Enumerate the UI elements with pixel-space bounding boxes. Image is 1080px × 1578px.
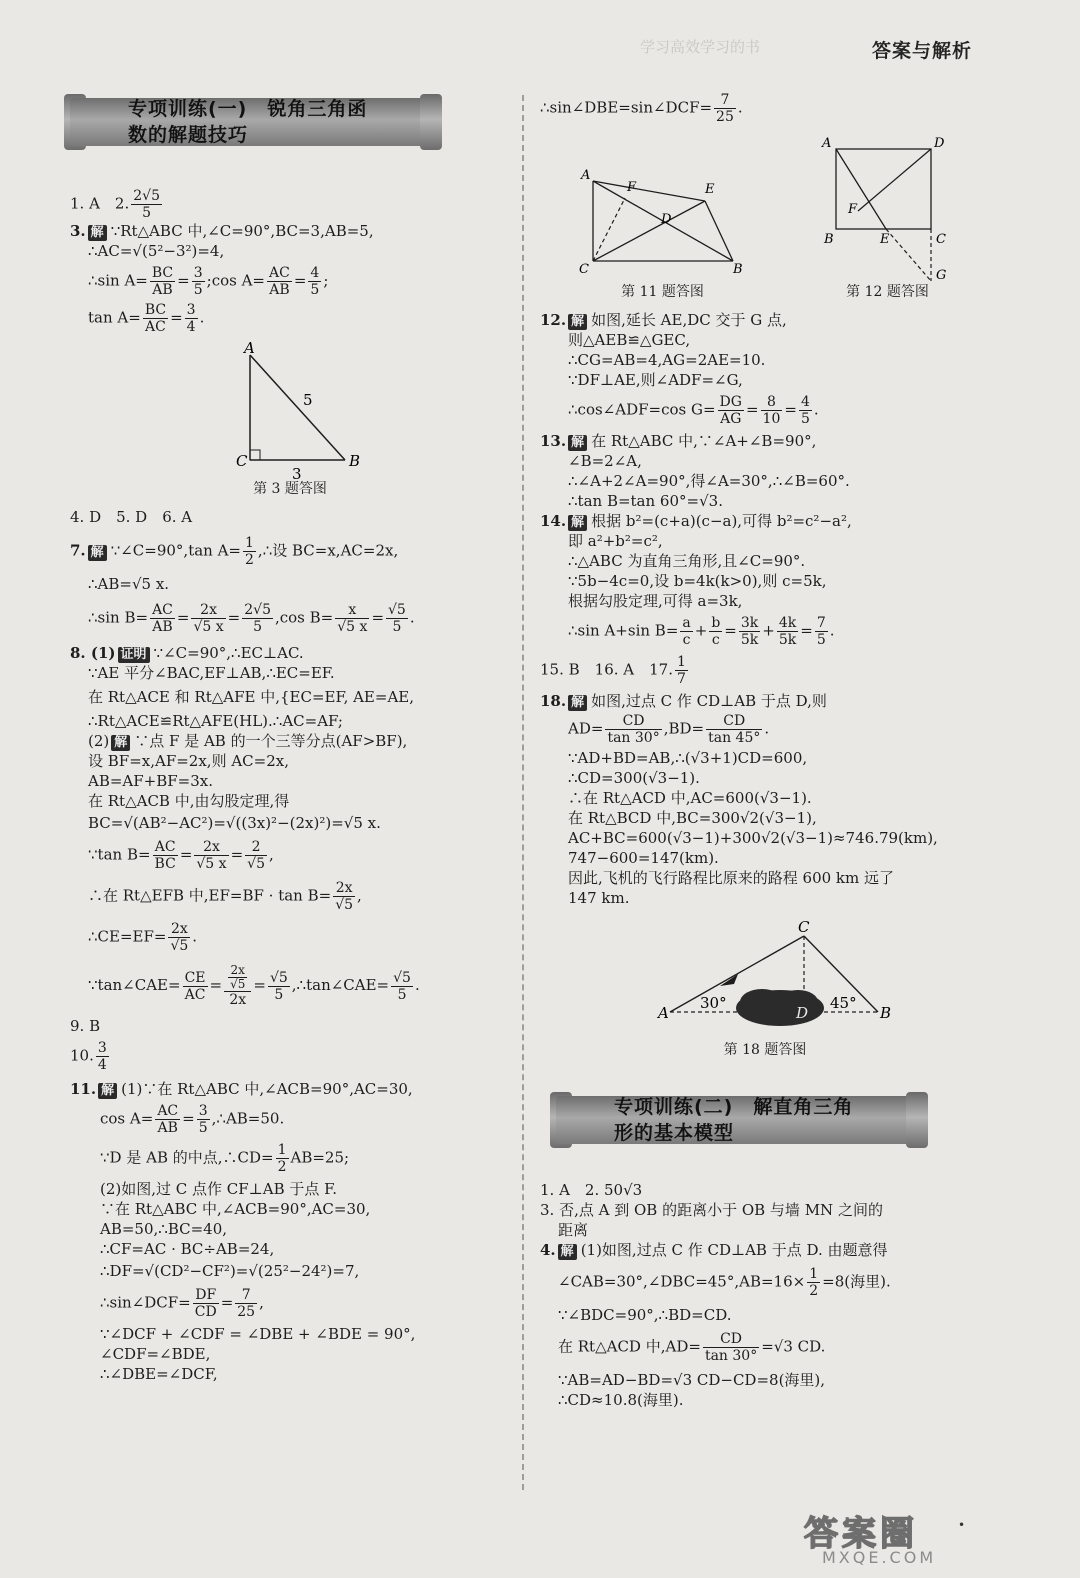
section-banner-1: [70, 92, 510, 150]
answer-12: 12. 解 如图,延长 AE,DC 交于 G 点,: [540, 311, 787, 329]
answer-7: 7. 解 ∵∠C=90°,tan A= $\frac{1}{2}$ ,∴设 BC=x,AC=2x,: [70, 535, 399, 568]
svg-text:45°: 45°: [830, 994, 857, 1012]
svg-text:F: F: [626, 180, 636, 195]
answer-13: 13. 解 在 Rt△ABC 中,∵∠A+∠B=90°,: [540, 432, 817, 450]
svg-text:E: E: [704, 182, 714, 197]
page-header: [0, 0, 1080, 70]
section-2-title-line2: 形的基本模型: [614, 1122, 735, 1144]
figure-11-diagram: [573, 131, 753, 281]
answer-9: 9. B: [70, 1017, 101, 1035]
section-2-title-line1: 专项训练(二) 解直角三角: [614, 1096, 854, 1118]
watermark-logo-text: 答案圈: [804, 1514, 918, 1554]
s2-answer-3: 3. 否,点 A 到 OB 的距离小于 OB 与墙 MN 之间的: [540, 1201, 883, 1219]
fig3-label-5: 5: [303, 391, 313, 409]
page-mark: •: [958, 1518, 966, 1532]
svg-text:A: A: [658, 1004, 669, 1022]
watermark: [804, 1506, 984, 1566]
svg-text:D: D: [933, 136, 944, 151]
right-column: ∴sin∠DBE=sin∠DCF= $\frac{7}{25}$ . A F D E C B 第 11 题答图 A D F B E C G 第 12 题答图 12. 解 如图,延长 AE,DC 交于 G 点, 则△AEB≌△GEC, ∴CG=AB=4,AG=2AE=10. ∵DF⊥AE,则∠ADF=∠G, ∴cos∠ADF=cos G= $\frac{DG}{AG}$ = $\frac{8}{10}$ = $\frac{4}{5}$ . 13. 解 在 Rt△ABC 中,∵∠A+∠B=90°, ∠B=2∠A, ∴∠A+2∠A=90°,得∠A=30°,∴∠B=60°. ∴tan B=tan 60°=√3. 14. 解 根据 b²=(c+a)(c−a),可得 b²=c²−a², 即 a²+b²=c², ∴△ABC 为直角三角形,且∠C=90°. ∵5b−4c=0,设 b=4k(k>0),则 c=5k, 根据勾股定理,可得 a=3k, ∴sin A+sin B= $\frac{a}{c}$ + $\frac{b}{c}$ = $\frac{3k}{5k}$ + $\frac{4k}{5k}$ = $\frac{7}{5}$ . 15. B 16. A 17. $\frac{1}{7}$ 18. 解 如图,过点 C 作 CD⊥AB 于点 D,则 AD= $\frac{CD}{\tan 30^\circ}$ ,BD= $\frac{CD}{\tan 45^\circ}$ . ∵AD+BD=AB,∴(√3+1)CD=600, ∴CD=300(√3−1). ∴在 Rt△ACD 中,AC=600(√3−1). 在 Rt△BCD 中,BC=300√2(√3−1), AC+BC=600(√3−1)+300√2(√3−1)≈746.79(km), 747−600=147(km). 因此,飞机的飞行路程比原来的路程 600 km 远了 147 km. C A B D 30° 45° 第 18 题答图 专项训练(二) 解直角三角 形的基本模型 1. A 2. 50√3 3. 否,点 A 到 OB 的距离小于 OB 与墙 MN 之间的 距离 4. 解 (1)如图,过点 C 作 CD⊥AB 于点 D. 由题意得 ∠CAB=30°,∠DBC=45°,AB=16× $\frac{1}{2}$ =8(海里). ∵∠BDC=90°,∴BD=CD. 在 Rt△ACD 中,AD= $\frac{CD}{\tan 30^\circ}$ =√3 CD. ∵AB=AD−BD=√3 CD−CD=8(海里), ∴CD≈10.8(海里).: [540, 92, 990, 1410]
svg-text:E: E: [879, 232, 889, 247]
s2-answer-1-2: 1. A 2. 50√3: [540, 1181, 643, 1199]
figure-12-diagram: [818, 131, 958, 281]
figure-12: [818, 131, 958, 310]
answer-3: 3. 解 ∵Rt△ABC 中,∠C=90°,BC=3,AB=5,: [70, 222, 374, 240]
s2-answer-4: 4. 解 (1)如图,过点 C 作 CD⊥AB 于点 D. 由题意得: [540, 1241, 888, 1259]
figure-11: [573, 131, 753, 310]
svg-text:B: B: [732, 262, 743, 277]
left-column: 专项训练(一) 锐角三角函 数的解题技巧 1. A 2. $\frac{2√5}{5}$ 3. 解 ∵Rt△ABC 中,∠C=90°,BC=3,AB=5, ∴AC=√(5²−3²)=4, ∴sin A= $\frac{BC}{AB}$ = $\frac{3}{5}$ ;cos A= $\frac{AC}{AB}$ = $\frac{4}{5}$ ; tan A= $\frac{BC}{AC}$ = $\frac{3}{4}$ . A C B 5 3 第 3 题答图 4. D 5. D 6. A 7. 解 ∵∠C=90°,tan A= $\frac{1}{2}$ ,∴设 BC=x,AC=2x, ∴AB=√5 x. ∴sin B= $\frac{AC}{AB}$ = $\frac{2x}{√5 x}$ = $\frac{2√5}{5}$ ,cos B= $\frac{x}{√5 x}$ = $\frac{√5}{5}$ . 8. (1) 证明 ∵∠C=90°,∴EC⊥AC. ∵AE 平分∠BAC,EF⊥AB,∴EC=EF. 在 Rt△ACE 和 Rt△AFE 中,{EC=EF, AE=AE, ∴Rt△ACE≌Rt△AFE(HL).∴AC=AF; (2) 解 ∵点 F 是 AB 的一个三等分点(AF>BF), 设 BF=x,AF=2x,则 AC=2x, AB=AF+BF=3x. 在 Rt△ACB 中,由勾股定理,得 BC=√(AB²−AC²)=√((3x)²−(2x)²)=√5 x. ∵tan B= $\frac{AC}{BC}$ = $\frac{2x}{√5 x}$ = $\frac{2}{√5}$ , ∴在 Rt△EFB 中,EF=BF · tan B= $\frac{2x}{√5}$ , ∴CE=EF= $\frac{2x}{√5}$ . ∵tan∠CAE= $\frac{CE}{AC}$ = $\frac{\frac{2x}{√5}}{2x}$ = $\frac{√5}{5}$ ,∴tan∠CAE= $\frac{√5}{5}$ . 9. B 10. $\frac{3}{4}$ 11. 解 (1)∵在 Rt△ABC 中,∠ACB=90°,AC=30, cos A= $\frac{AC}{AB}$ = $\frac{3}{5}$ ,∴AB=50. ∵D 是 AB 的中点,∴CD= $\frac{1}{2}$ AB=25; (2)如图,过 C 点作 CF⊥AB 于点 F. ∵在 Rt△ABC 中,∠ACB=90°,AC=30, AB=50,∴BC=40, ∴CF=AC · BC÷AB=24, ∴DF=√(CD²−CF²)=√(25²−24²)=7, ∴sin∠DCF= $\frac{DF}{CD}$ = $\frac{7}{25}$ , ∵∠DCF + ∠CDF = ∠DBE + ∠BDE = 90°, ∠CDF=∠BDE, ∴∠DBE=∠DCF,: [70, 92, 510, 1384]
answer-15-17: 15. B 16. A 17. $\frac{1}{7}$: [540, 654, 686, 687]
svg-text:C: C: [935, 232, 946, 247]
answer-14: 14. 解 根据 b²=(c+a)(c−a),可得 b²=c²−a²,: [540, 512, 852, 530]
answer-11: 11. 解 (1)∵在 Rt△ABC 中,∠ACB=90°,AC=30,: [70, 1080, 413, 1098]
header-title: 答案与解析: [871, 40, 972, 62]
fig18-caption: 第 18 题答图: [723, 1042, 807, 1058]
svg-text:A: A: [821, 136, 831, 151]
figure-3-triangle: [70, 335, 510, 485]
svg-text:C: C: [578, 262, 589, 277]
svg-text:F: F: [847, 202, 857, 217]
svg-text:D: D: [796, 1004, 809, 1022]
section-1-title-line1: 专项训练(一) 锐角三角函: [128, 98, 368, 120]
answer-18: 18. 解 如图,过点 C 作 CD⊥AB 于点 D,则: [540, 692, 827, 710]
header-ghost-text: 学习高效学习的书: [640, 38, 761, 56]
section-1-title-line2: 数的解题技巧: [128, 124, 249, 146]
fig11-caption: 第 11 题答图: [621, 284, 704, 300]
svg-text:A: A: [580, 168, 590, 183]
svg-text:B: B: [880, 1004, 892, 1022]
section-banner-2: [556, 1090, 990, 1148]
answer-8: 8. (1) 证明 ∵∠C=90°,∴EC⊥AC.: [70, 644, 304, 662]
fig12-caption: 第 12 题答图: [846, 284, 929, 300]
svg-text:30°: 30°: [700, 994, 727, 1012]
answer-1-2: 1. A 2. $\frac{2√5}{5}$: [70, 188, 160, 221]
svg-text:D: D: [660, 212, 671, 227]
fig3-label-A: A: [244, 339, 255, 357]
fig3-caption: 第 3 题答图: [253, 481, 327, 497]
svg-text:C: C: [798, 918, 810, 936]
svg-text:G: G: [935, 268, 946, 281]
figure-18-diagram: [540, 916, 990, 1036]
answer-10: 10. $\frac{3}{4}$: [70, 1040, 107, 1073]
svg-text:B: B: [823, 232, 834, 247]
fig3-label-B: B: [349, 452, 361, 470]
fig3-label-C: C: [236, 452, 248, 470]
column-divider: [522, 95, 524, 1490]
answer-4-6: 4. D 5. D 6. A: [70, 508, 193, 526]
fig3-label-3: 3: [292, 465, 302, 483]
watermark-url: MXQE.COM: [822, 1548, 937, 1567]
